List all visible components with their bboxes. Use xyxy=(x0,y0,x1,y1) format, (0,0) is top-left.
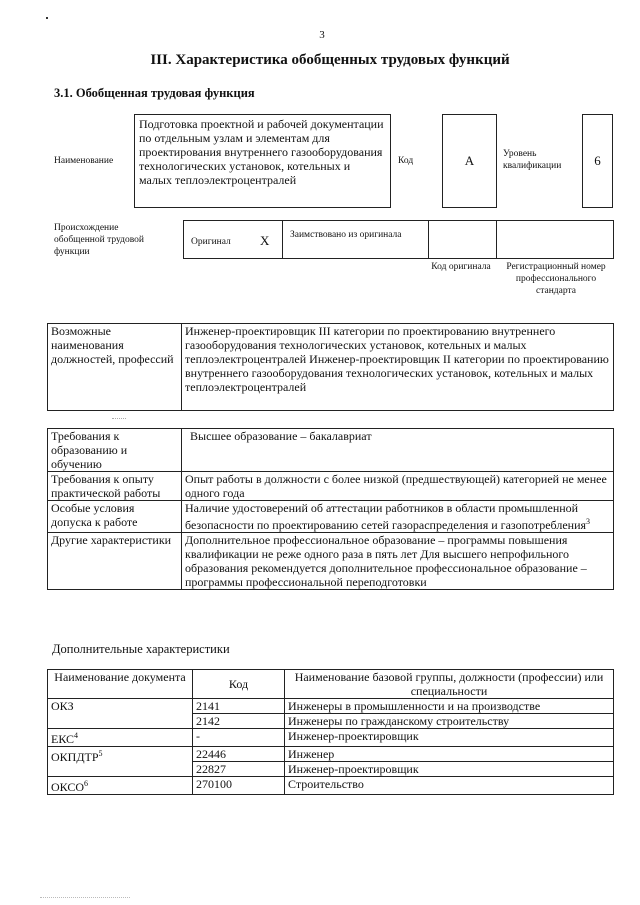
footnote-ref: 4 xyxy=(74,731,79,740)
additional-table xyxy=(47,669,614,795)
name-cell: Инженер-проектировщик xyxy=(285,762,614,777)
footnote-ref: 3 xyxy=(586,517,591,526)
table-row xyxy=(48,324,614,411)
origin-table xyxy=(183,220,614,259)
table-row xyxy=(48,429,614,472)
original-mark: X xyxy=(260,233,270,248)
doc-name: ОКЗ xyxy=(51,699,74,713)
header-doc: Наименование документа xyxy=(48,670,193,699)
req-value-experience: Опыт работы в должности с более низкой (предшествующей) категорией не менее одного года xyxy=(182,472,614,501)
doc-cell xyxy=(48,699,193,729)
footnote-ref: 6 xyxy=(84,779,89,788)
req-label-experience: Требования к опыту практической работы xyxy=(48,472,182,501)
req-value-other: Дополнительное профессиональное образование – программы повышения квалификации не реже одного раза в пять лет Для высшего непрофильного образования рекомендуется дополнительное профессиональное образование – программы профессиональной переподготовки xyxy=(182,533,614,590)
divider xyxy=(282,221,283,258)
level-label: Уровень квалификации xyxy=(503,149,562,171)
code-value: A xyxy=(464,153,475,168)
code-cell: 2141 xyxy=(193,699,285,714)
origin-label: Происхождение обобщенной трудовой функции xyxy=(54,223,144,257)
bottom-scan-line xyxy=(40,897,130,898)
doc-name: ЕКС xyxy=(51,732,75,746)
footnote-ref: 5 xyxy=(98,749,103,758)
table-row xyxy=(48,777,614,795)
borrowed-label: Заимствовано из оригинала xyxy=(290,230,402,240)
positions-table xyxy=(47,323,614,411)
doc-name: ОКСО xyxy=(51,780,85,794)
req-label-special: Особые условия допуска к работе xyxy=(48,501,182,533)
table-row xyxy=(48,501,614,533)
scan-mark xyxy=(112,418,126,423)
code-cell: - xyxy=(193,729,285,747)
doc-cell xyxy=(48,747,193,777)
name-cell: Инженер-проектировщик xyxy=(285,729,614,747)
divider xyxy=(496,221,497,258)
req-value-special xyxy=(182,501,614,533)
table-row xyxy=(48,533,614,590)
req-label-other: Другие характеристики xyxy=(48,533,182,590)
function-name-value: Подготовка проектной и рабочей документации по отдельным узлам и элементам для проектирования внутреннего газооборудования технологических установок, котельных и малых теплоэлектроцентралей xyxy=(139,117,384,187)
level-box xyxy=(582,114,613,208)
original-label: Оригинал xyxy=(191,237,231,247)
name-cell: Инженеры в промышленности и на производстве xyxy=(285,699,614,714)
req-value-education-text: Высшее образование – бакалавриат xyxy=(190,429,372,443)
name-cell: Строительство xyxy=(285,777,614,795)
table-header-row xyxy=(48,670,614,699)
positions-value: Инженер-проектировщик III категории по проектированию внутреннего газооборудования технологических установок, котельных и малых теплоэлектроцентралей Инженер-проектировщик II категории по проектированию внутреннего газооборудования технологических установок, котельных и малых теплоэлектроцентралей xyxy=(182,324,614,411)
subsection-title: 3.1. Обобщенная трудовая функция xyxy=(54,86,255,100)
doc-name: ОКПДТР xyxy=(51,750,99,764)
scan-speck xyxy=(46,17,48,19)
positions-label: Возможные наименования должностей, профессий xyxy=(48,324,182,411)
name-cell: Инженеры по гражданскому строительству xyxy=(285,714,614,729)
doc-cell xyxy=(48,729,193,747)
code-cell: 2142 xyxy=(193,714,285,729)
doc-cell xyxy=(48,777,193,795)
req-value-special-text: Наличие удостоверений об аттестации работников в области промышленной безопасности по проектированию сетей газораспределения и газопотребления xyxy=(185,501,587,532)
table-row xyxy=(48,747,614,762)
code-box xyxy=(442,114,497,208)
header-code: Код xyxy=(193,670,285,699)
code-cell: 270100 xyxy=(193,777,285,795)
table-row xyxy=(48,729,614,747)
table-row xyxy=(48,699,614,714)
code-label: Код xyxy=(398,156,414,166)
table-row xyxy=(48,472,614,501)
name-cell: Инженер xyxy=(285,747,614,762)
reg-number-caption: Регистрационный номер профессионального стандарта xyxy=(506,262,606,296)
level-value: 6 xyxy=(594,153,601,168)
divider xyxy=(428,221,429,258)
additional-title: Дополнительные характеристики xyxy=(52,642,230,656)
header-name: Наименование базовой группы, должности (профессии) или специальности xyxy=(285,670,614,699)
req-label-education: Требования к образованию и обучению xyxy=(48,429,182,472)
code-original-caption: Код оригинала xyxy=(431,262,491,272)
code-cell: 22446 xyxy=(193,747,285,762)
name-label: Наименование xyxy=(54,156,114,166)
section-title: III. Характеристика обобщенных трудовых функций xyxy=(150,52,510,68)
requirements-table xyxy=(47,428,614,590)
page-number: 3 xyxy=(319,29,325,41)
function-name-box xyxy=(134,114,391,208)
code-cell: 22827 xyxy=(193,762,285,777)
req-value-education xyxy=(182,429,614,472)
